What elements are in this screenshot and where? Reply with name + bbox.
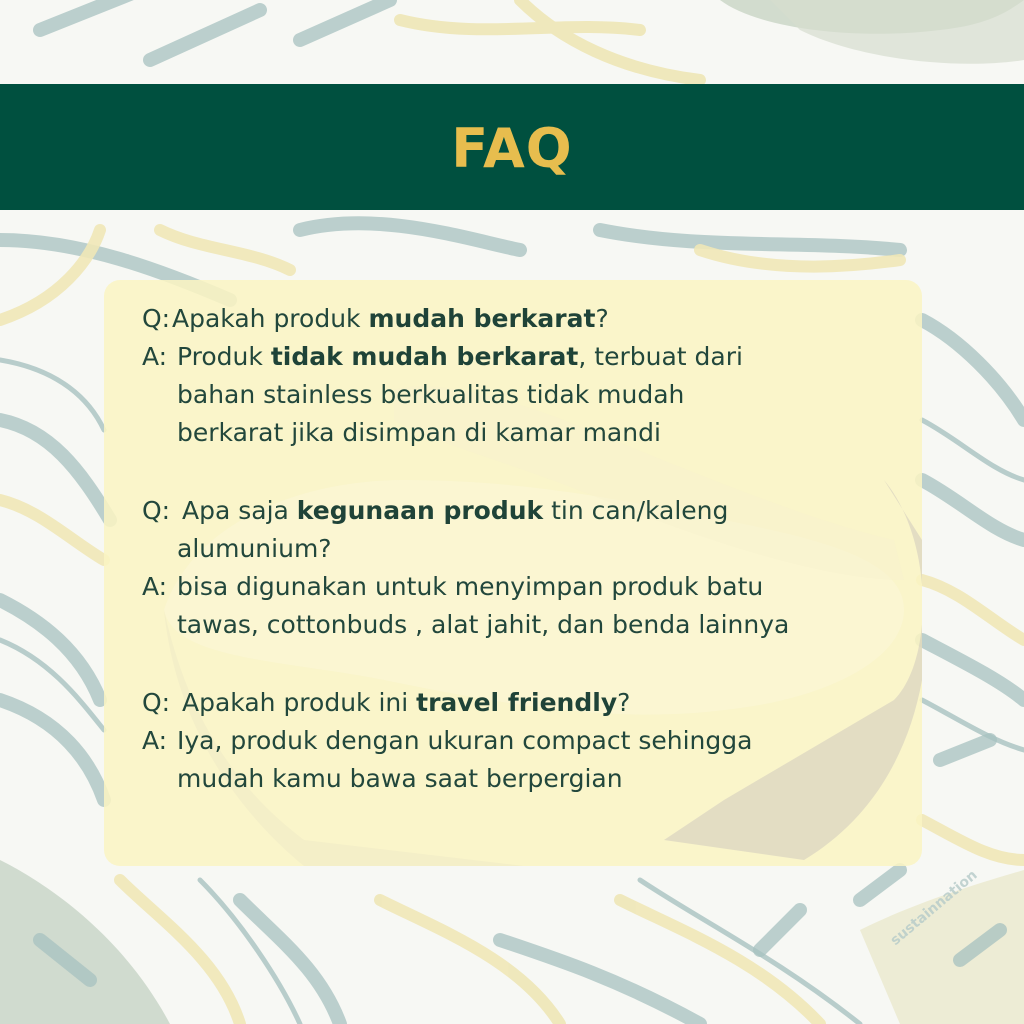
- answer-line: berkarat jika disimpan di kamar mandi: [177, 418, 661, 447]
- answer-line: bahan stainless berkualitas tidak mudah: [177, 380, 685, 409]
- faq-answer-1: [142, 338, 912, 376]
- question-highlight: kegunaan produk: [296, 496, 544, 525]
- question-text-end: ?: [617, 688, 631, 717]
- answer-prefix: A:: [142, 342, 168, 371]
- question-line: alumunium?: [177, 534, 332, 563]
- faq-card: [104, 280, 922, 866]
- answer-text-end: , terbuat dari: [578, 342, 743, 371]
- question-prefix: Q:: [142, 304, 171, 333]
- answer-highlight: tidak mudah berkarat: [270, 342, 579, 371]
- answer-text: bisa digunakan untuk menyimpan produk batu: [177, 572, 764, 601]
- faq-answer-3: [142, 722, 912, 760]
- question-highlight: mudah berkarat: [368, 304, 596, 333]
- answer-text: Iya, produk dengan ukuran compact sehingga: [177, 726, 753, 755]
- faq-question-3: [142, 684, 912, 722]
- answer-line: tawas, cottonbuds , alat jahit, dan benda lainnya: [177, 610, 790, 639]
- question-text: Apa saja: [182, 496, 297, 525]
- question-text: Apakah produk: [172, 304, 369, 333]
- question-text-end: tin can/kaleng: [543, 496, 729, 525]
- watermark-text: sustainnation: [887, 867, 981, 949]
- question-prefix: Q:: [142, 688, 171, 717]
- answer-text: Produk: [177, 342, 271, 371]
- answer-line: mudah kamu bawa saat berpergian: [177, 764, 623, 793]
- faq-question-2: [142, 492, 912, 530]
- answer-prefix: A:: [142, 572, 168, 601]
- answer-prefix: A:: [142, 726, 168, 755]
- faq-list: [142, 300, 912, 798]
- page-title: FAQ: [451, 117, 573, 180]
- question-highlight: travel friendly: [416, 688, 618, 717]
- question-text: Apakah produk ini: [182, 688, 417, 717]
- header-banner: [0, 84, 1024, 210]
- faq-answer-2: [142, 568, 912, 606]
- faq-question-1: [142, 300, 912, 338]
- question-prefix: Q:: [142, 496, 171, 525]
- question-text-end: ?: [595, 304, 609, 333]
